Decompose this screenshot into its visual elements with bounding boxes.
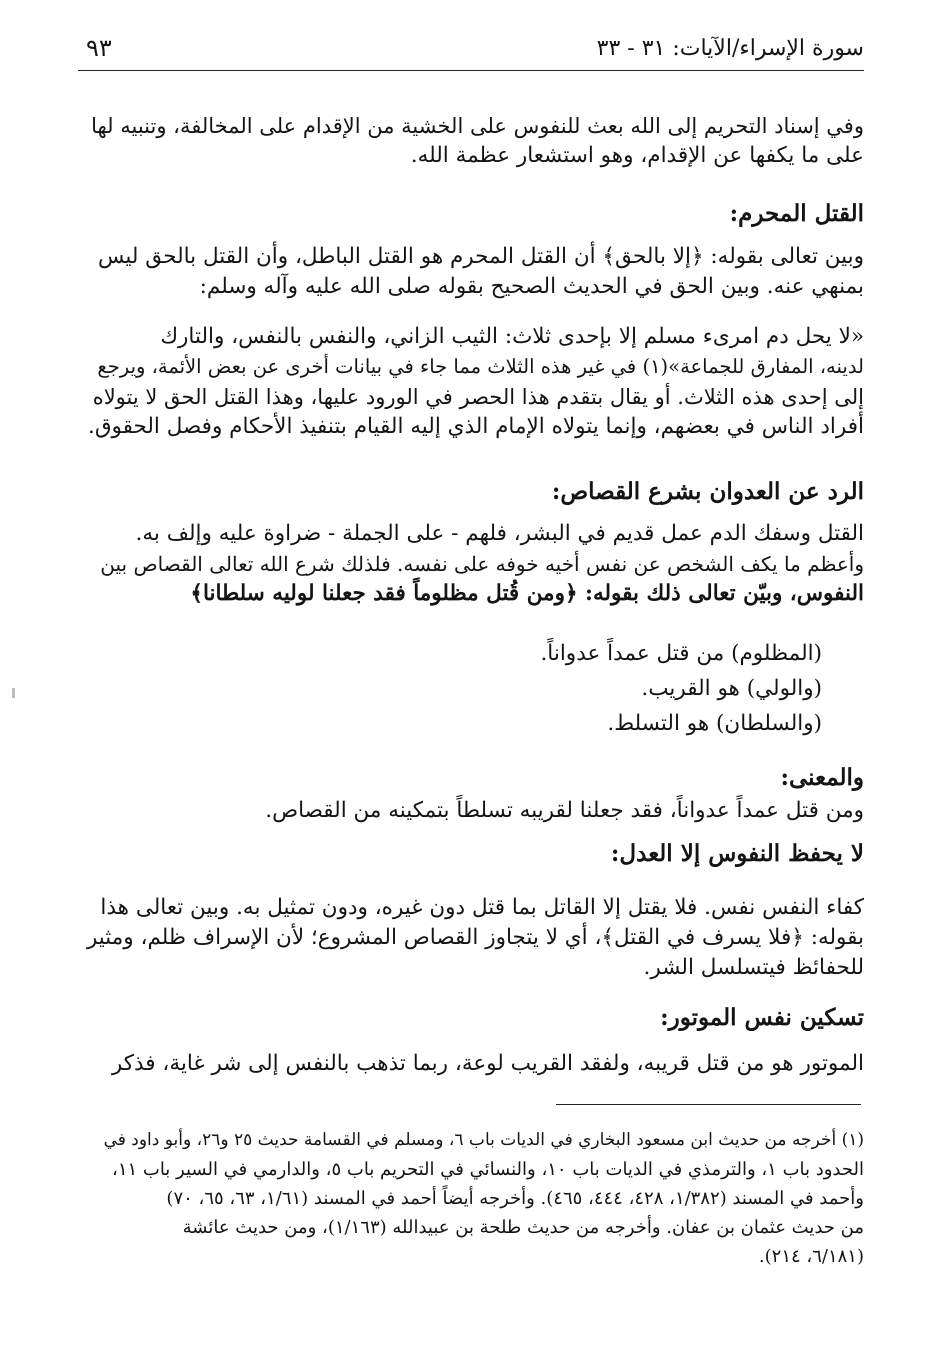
section-heading-retribution: الرد عن العدوان بشرع القصاص: bbox=[551, 478, 864, 505]
text-line: «لا يحل دم امرىء مسلم إلا بإحدى ثلاث: الثيب الزاني، والنفس بالنفس، والتارك bbox=[160, 324, 864, 349]
text-line: وأعظم ما يكف الشخص عن نفس أخيه خوفه على نفسه. فلذلك شرع الله تعالى القصاص بين bbox=[100, 552, 864, 576]
text-line: أفراد الناس في بعضهم، وإنما يتولاه الإمام الذي إليه القيام بتنفيذ الأحكام وفصل الحقوق. bbox=[88, 414, 864, 439]
footnote-line: الحدود باب ١، والترمذي في الديات باب ١٠، والنسائي في التحريم باب ٥، والدارمي في السير باب ١١، bbox=[112, 1159, 864, 1180]
footnote-line: من حديث عثمان بن عفان. وأخرجه من حديث طلحة بن عبيدالله (١/١٦٣)، ومن حديث عائشة bbox=[182, 1217, 864, 1238]
intro-paragraph bbox=[84, 111, 864, 171]
footnote-line: وأحمد في المسند (١/٣٨٢، ٤٢٨، ٤٤٤، ٤٦٥). وأخرجه أيضاً أحمد في المسند (١/٦١، ٦٣، ٦٥، ٧٠) bbox=[166, 1188, 864, 1209]
list-item: (والولي) هو القريب. bbox=[641, 676, 822, 701]
footnote-line: (١) أخرجه من حديث ابن مسعود البخاري في الديات باب ٦، ومسلم في القسامة حديث ٢٥ و٢٦، وأبو داود في bbox=[103, 1130, 864, 1150]
list-item: (والسلطان) هو التسلط. bbox=[607, 711, 822, 736]
footnotes bbox=[84, 1126, 864, 1271]
footnote-divider bbox=[556, 1104, 861, 1105]
text-line: وبين تعالى بقوله: ﴿إلا بالحق﴾ أن القتل المحرم هو القتل الباطل، وأن القتل بالحق ليس bbox=[97, 244, 864, 269]
definitions-list bbox=[540, 636, 822, 741]
paragraph bbox=[84, 1049, 864, 1079]
paragraph bbox=[84, 242, 864, 302]
text-line: بمنهي عنه. وبين الحق في الحديث الصحيح بقوله صلى الله عليه وآله وسلم: bbox=[199, 274, 864, 299]
text-line: الموتور هو من قتل قريبه، ولفقد القريب لوعة، ربما تذهب بالنفس إلى شر غاية، فذكر bbox=[111, 1051, 864, 1076]
text-line: لدينه، المفارق للجماعة»(١) في غير هذه الثلاث مما جاء في بيانات أخرى عن بعض الأئمة، ويرجع bbox=[97, 355, 864, 378]
text-line: النفوس، وبيّن تعالى ذلك بقوله: ﴿ومن قُتل مظلوماً فقد جعلنا لوليه سلطانا﴾ bbox=[190, 581, 864, 606]
page-number: ٩٣ bbox=[86, 34, 112, 62]
hadith-paragraph bbox=[84, 322, 864, 442]
page-header bbox=[78, 30, 864, 71]
paragraph bbox=[84, 893, 864, 983]
text-line: كفاء النفس نفس. فلا يقتل إلا القاتل بما قتل دون غيره، ودون تمثيل به. وبين تعالى هذا bbox=[100, 895, 864, 920]
text-line: وفي إسناد التحريم إلى الله بعث للنفوس على الخشية من الإقدام على المخالفة، وتنبيه لها bbox=[91, 114, 864, 138]
text-line: على ما يكفها عن الإقدام، وهو استشعار عظمة الله. bbox=[410, 143, 864, 168]
list-item: (المظلوم) من قتل عمداً عدواناً. bbox=[540, 641, 822, 666]
section-heading-calming: تسكين نفس الموتور: bbox=[660, 1004, 864, 1031]
text-line: إلى إحدى هذه الثلاث. أو يقال بتقدم هذا الحصر في الورود عليها، وهذا القتل الحق لا يتولاه bbox=[92, 385, 864, 409]
paragraph bbox=[84, 519, 864, 609]
text-line: بقوله: ﴿فلا يسرف في القتل﴾، أي لا يتجاوز القصاص المشروع؛ لأن الإسراف ظلم، ومثير bbox=[86, 925, 864, 950]
running-title: سورة الإسراء/الآيات: ٣١ - ٣٣ bbox=[596, 36, 864, 61]
paragraph bbox=[84, 796, 864, 826]
text-line: للحفائظ فيتسلسل الشر. bbox=[643, 955, 864, 980]
scan-artifact bbox=[12, 688, 15, 698]
text-line: القتل وسفك الدم عمل قديم في البشر، فلهم - على الجملة - ضراوة عليه وإلف به. bbox=[135, 521, 864, 546]
text-line: ومن قتل عمداً عدواناً، فقد جعلنا لقريبه تسلطاً بتمكينه من القصاص. bbox=[265, 798, 864, 823]
section-heading-forbidden-killing: القتل المحرم: bbox=[729, 200, 864, 227]
section-heading-meaning: والمعنى: bbox=[780, 764, 864, 791]
section-heading-justice: لا يحفظ النفوس إلا العدل: bbox=[610, 840, 864, 867]
footnote-line: (٦/١٨١، ٢١٤). bbox=[758, 1246, 864, 1267]
